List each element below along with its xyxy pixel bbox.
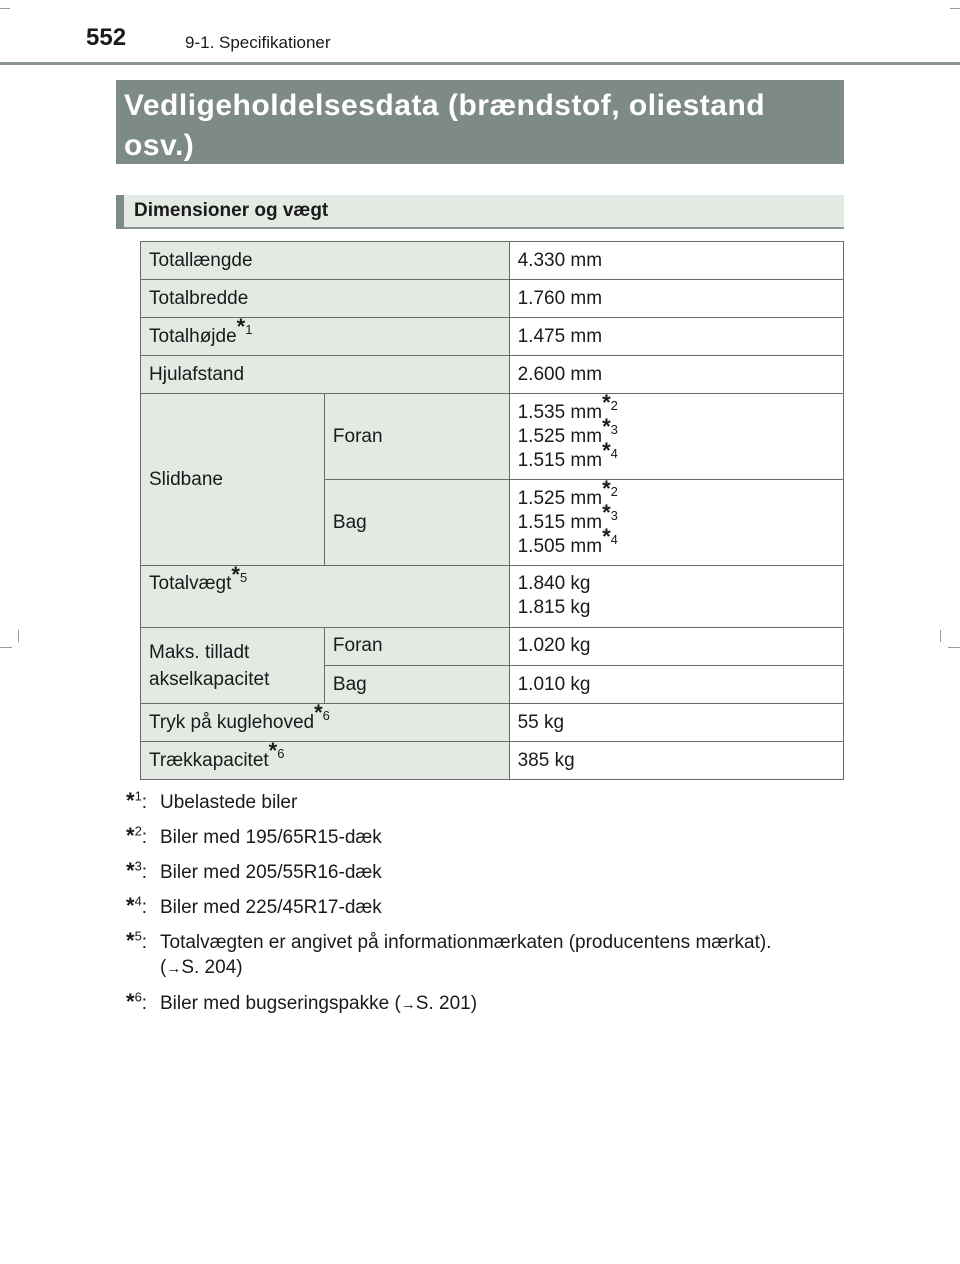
value-line: 1.505 $mm^{*4}$ — [517, 524, 618, 557]
asterisk-symbol: * — [314, 700, 323, 726]
row-label-cell — [141, 561, 510, 628]
multi-value-cell — [509, 566, 843, 628]
asterisk-symbol: * — [236, 314, 246, 340]
sub-label: Bag — [324, 666, 509, 704]
footnote — [126, 860, 838, 885]
footnote-marker: *$^4$: — [126, 893, 148, 918]
asterisk-symbol: * — [231, 561, 240, 587]
crop-mark — [950, 8, 960, 9]
row-label: Totalvægt — [149, 573, 232, 594]
page-reference-link[interactable]: S. 201 — [415, 993, 471, 1014]
row-label: Tryk på kuglehoved — [149, 711, 315, 733]
asterisk-symbol: * — [602, 438, 611, 464]
footnote-ref — [236, 314, 253, 340]
multi-value-cell — [509, 390, 843, 480]
row-label-cell — [141, 628, 325, 704]
arrow-right-icon: → — [400, 996, 416, 1013]
row-label: Totallængde — [141, 242, 510, 280]
sub-label: Foran — [324, 394, 509, 480]
row-label: Totalhøjde — [149, 325, 237, 347]
footnote-text: Biler med bugseringspakke (→S. 201) — [160, 993, 478, 1014]
row-label: Maks. tilladt — [149, 641, 250, 663]
section-reference: 9-1. Specifikationer — [185, 33, 331, 52]
footnote-text: Totalvægten er angivet på informationmærkaten (producentens mærkat). (→S. 204) — [160, 932, 772, 978]
footnote-marker: *$^2$: — [126, 823, 148, 848]
table-row — [141, 356, 844, 394]
footnote-marker: *$^5$: — [126, 928, 148, 953]
row-label: Totalbredde — [141, 280, 510, 318]
row-value: 1.020 kg — [509, 628, 843, 666]
footnote-marker: *$^6$: — [126, 989, 148, 1014]
row-value: 385 kg — [509, 742, 843, 780]
crop-mark — [0, 647, 12, 648]
value-line: 1.515 $mm^{*4}$ — [517, 438, 618, 471]
row-label: akselkapacitet — [149, 668, 270, 690]
footnote-ref: *6 — [268, 738, 285, 764]
crop-mark — [0, 8, 10, 9]
row-label-cell — [141, 738, 510, 780]
value-line: 1.815 kg — [517, 597, 591, 618]
table-row — [141, 742, 844, 780]
row-value: 1.475 mm — [509, 318, 843, 356]
footnote-text: Biler med 205/55R16-dæk — [160, 862, 382, 883]
row-value: 55 kg — [509, 704, 843, 742]
row-label: Hjulafstand — [141, 356, 510, 394]
footnote — [126, 825, 838, 850]
value-line: 1.525 $mm^{*3}$ — [517, 414, 618, 447]
row-value: 2.600 mm — [509, 356, 843, 394]
footnote-number: 1 — [245, 322, 253, 338]
value-line: 1.840 kg — [517, 573, 591, 594]
footnote-text: Biler med 195/65R15-dæk — [160, 827, 382, 848]
table-row — [141, 318, 844, 356]
footnote — [126, 991, 838, 1017]
asterisk-symbol: * — [602, 390, 611, 416]
sub-label: Foran — [324, 628, 509, 666]
crop-mark — [18, 630, 19, 642]
asterisk-symbol: * — [602, 524, 611, 550]
asterisk-symbol: * — [602, 476, 611, 502]
asterisk-symbol: * — [602, 500, 611, 526]
sub-label: Bag — [324, 480, 509, 566]
row-value: 4.330 mm — [509, 242, 843, 280]
table-row — [141, 280, 844, 318]
footnote-marker: *$^3$: — [126, 858, 148, 883]
page-number: 552 — [86, 24, 127, 51]
row-value: 1.760 mm — [509, 280, 843, 318]
row-label-cell — [141, 314, 510, 356]
dimensions-table — [140, 241, 844, 780]
row-label: Slidbane — [141, 394, 325, 566]
header-rule — [0, 62, 960, 65]
heading-accent-bar — [116, 195, 124, 229]
table-row — [141, 566, 844, 628]
table-row — [141, 394, 844, 480]
asterisk-symbol: * — [268, 738, 278, 764]
table-row — [141, 628, 844, 666]
subsection-title: Dimensioner og vægt — [134, 200, 329, 221]
row-label: Trækkapacitet — [149, 749, 269, 771]
footnote-text: Ubelastede biler — [160, 792, 298, 813]
page-reference-link[interactable]: S. 204 — [181, 957, 237, 978]
footnote-ref: *5 — [231, 561, 248, 587]
value-line: 1.515 $mm^{*3}$ — [517, 500, 618, 533]
crop-mark — [948, 647, 960, 648]
row-value: 1.010 kg — [509, 666, 843, 704]
asterisk-symbol: * — [602, 414, 611, 440]
page-title: Vedligeholdelsesdata (brændstof, oliestand osv.) — [116, 80, 844, 164]
footnotes — [126, 790, 838, 1027]
subsection-heading — [116, 195, 844, 229]
footnote — [126, 790, 838, 815]
multi-value-cell — [509, 476, 843, 566]
arrow-right-icon: → — [166, 960, 182, 977]
row-label-cell — [141, 700, 510, 742]
footnote — [126, 930, 838, 981]
footnote-ref: *6 — [314, 700, 330, 726]
value-line: 1.525 $mm^{*2}$ — [517, 476, 618, 509]
table-row — [141, 704, 844, 742]
footnote-text: Biler med 225/45R17-dæk — [160, 897, 382, 918]
footnote-marker: *$^1$: — [126, 788, 148, 813]
table-row — [141, 242, 844, 280]
footnote — [126, 895, 838, 920]
value-line: 1.535 $mm^{*2}$ — [517, 390, 618, 423]
crop-mark — [940, 630, 941, 642]
